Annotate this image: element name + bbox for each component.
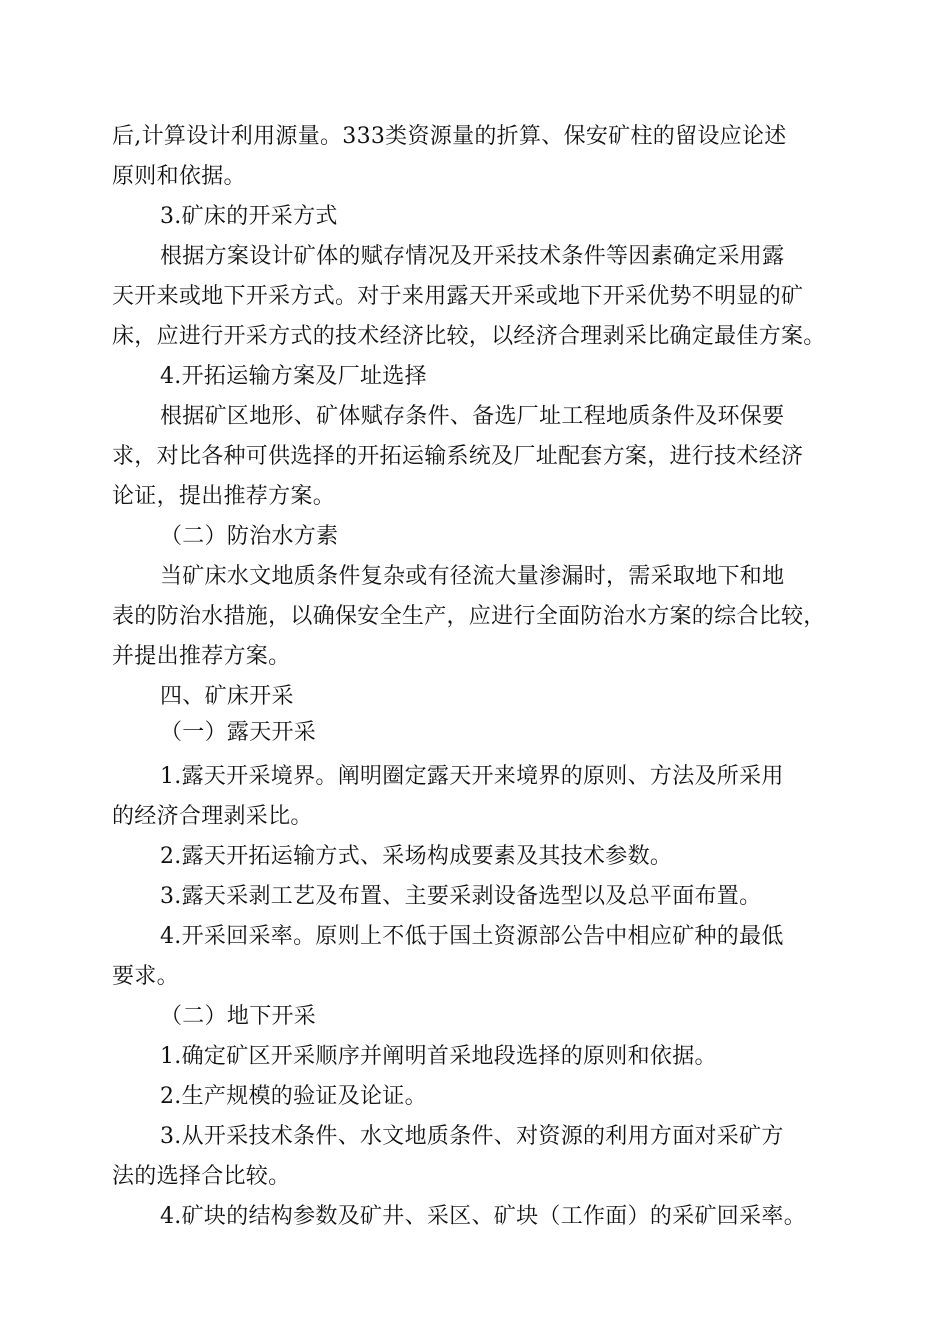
text-line: 天开来或地下开采方式。对于来用露天开采或地下开采优势不明显的矿	[112, 284, 804, 309]
text-line: 要求。	[112, 964, 179, 989]
text-line: 并提出推荐方案。	[112, 644, 291, 669]
text-line: 论证，提出推荐方案。	[112, 484, 336, 509]
text-line: 求，对比各种可供选择的开拓运输系统及厂址配套方案，进行技术经济	[112, 444, 804, 469]
text-line: 根据矿区地形、矿体赋存条件、备选厂址工程地质条件及环保要	[160, 404, 785, 429]
section-heading: 3.矿床的开采方式	[160, 204, 338, 229]
text-line: 原则和依据。	[112, 164, 246, 189]
section-heading: 四、矿床开采	[160, 684, 294, 709]
text-line: 的经济合理剥采比。	[112, 804, 313, 829]
text-line: 表的防治水措施，以确保安全生产，应进行全面防治水方案的综合比较，	[112, 604, 826, 629]
text-line: 2.生产规模的验证及论证。	[160, 1084, 427, 1109]
text-line: 2.露天开拓运输方式、采场构成要素及其技术参数。	[160, 844, 673, 869]
section-heading: （一）露天开采	[160, 720, 317, 745]
section-heading: 4.开拓运输方案及厂址选择	[160, 364, 427, 389]
text-line: 当矿床水文地质条件复杂或有径流大量渗漏时，需采取地下和地	[160, 564, 785, 589]
text-line: 1.露天开采境界。阐明圈定露天开来境界的原则、方法及所采用	[160, 764, 784, 789]
text-line: 4.开采回采率。原则上不低于国土资源部公告中相应矿种的最低	[160, 924, 784, 949]
text-line: 3.露天采剥工艺及布置、主要采剥设备选型以及总平面布置。	[160, 884, 762, 909]
text-line: 后,计算设计利用源量。333类资源量的折算、保安矿柱的留设应论述	[112, 124, 787, 149]
text-line: 法的选择合比较。	[112, 1164, 291, 1189]
text-line: 1.确定矿区开采顺序并阐明首采地段选择的原则和依据。	[160, 1044, 717, 1069]
text-line: 床，应进行开采方式的技术经济比较，以经济合理剥采比确定最佳方案。	[112, 324, 826, 349]
text-line: 根据方案设计矿体的赋存情况及开采技术条件等因素确定采用露	[160, 244, 785, 269]
section-heading: （二）地下开采	[160, 1004, 317, 1029]
text-line: 4.矿块的结构参数及矿井、采区、矿块（工作面）的采矿回采率。	[160, 1204, 806, 1229]
section-heading: （二）防治水方素	[160, 524, 339, 549]
text-line: 3.从开采技术条件、水文地质条件、对资源的利用方面对采矿方	[160, 1124, 784, 1149]
